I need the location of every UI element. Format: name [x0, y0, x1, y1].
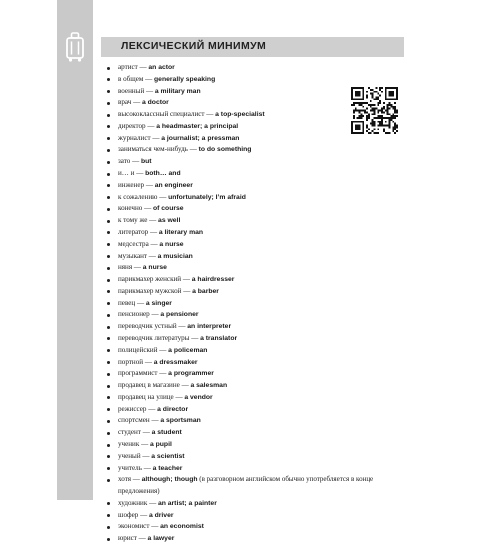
- vocab-entry: ученик — a pupil: [105, 439, 405, 451]
- vocab-entry: парикмахер женский — a hairdresser: [105, 274, 405, 286]
- russian-term: артист: [118, 63, 138, 71]
- vocab-entry: врач — a doctor: [105, 97, 405, 109]
- vocab-entry: продавец на улице — a vendor: [105, 392, 405, 404]
- russian-term: полицейский: [118, 345, 158, 354]
- vocab-entry: парикмахер мужской — a barber: [105, 286, 405, 298]
- english-translation: a pensioner: [160, 311, 199, 319]
- english-translation: a singer: [145, 299, 172, 307]
- russian-term: парикмахер мужской: [118, 286, 182, 295]
- vocab-entry: к тому же — as well: [105, 215, 405, 227]
- english-translation: a top-specialist: [215, 111, 265, 119]
- vocab-entry: портной — a dressmaker: [105, 357, 405, 369]
- usage-note: (в разговорном английском обычно употребляется в конце предложения): [118, 475, 374, 496]
- russian-term: певец: [118, 298, 136, 307]
- russian-term: к тому же: [118, 216, 148, 225]
- russian-term: режиссер: [118, 404, 147, 413]
- russian-term: хотя: [118, 475, 131, 484]
- vocab-entry: военный — a military man: [105, 86, 405, 98]
- russian-term: врач: [118, 98, 132, 107]
- vocab-entry: экономист — an economist: [105, 521, 405, 533]
- english-translation: a literary man: [158, 228, 204, 236]
- vocab-entry: к сожалению — unfortunately; I’m afraid: [105, 192, 405, 204]
- english-translation: an engineer: [154, 181, 193, 189]
- russian-term: продавец в магазине: [118, 381, 180, 390]
- vocab-entry: в общем — generally speaking: [105, 74, 405, 86]
- section-title: ЛЕКСИЧЕСКИЙ МИНИМУМ: [121, 40, 267, 52]
- russian-term: парикмахер женский: [118, 275, 182, 284]
- russian-term: няня: [118, 263, 133, 272]
- vocab-entry: учитель — a teacher: [105, 463, 405, 475]
- english-translation: a translator: [200, 334, 238, 342]
- english-translation: a vendor: [184, 393, 213, 401]
- vocab-entry: артист — an actor: [105, 62, 405, 74]
- russian-term: заниматься чем-нибудь: [118, 145, 188, 154]
- vocab-entry: зато — but: [105, 156, 405, 168]
- russian-term: зато: [118, 157, 131, 166]
- english-translation: a salesman: [190, 382, 228, 390]
- vocab-entry: певец — a singer: [105, 298, 405, 310]
- english-translation: an artist; a painter: [157, 499, 217, 507]
- vocab-entry: программист — a programmer: [105, 368, 405, 380]
- english-translation: a barber: [192, 287, 219, 295]
- english-translation: both… and: [145, 170, 181, 178]
- english-translation: generally speaking: [154, 75, 216, 83]
- vocab-entry: студент — a student: [105, 427, 405, 439]
- english-translation: as well: [158, 217, 181, 225]
- english-translation: to do something: [198, 146, 252, 154]
- russian-term: военный: [118, 86, 145, 95]
- russian-term: ученый: [118, 451, 141, 460]
- vocab-entry: юрист — a lawyer: [105, 533, 405, 545]
- russian-term: учитель: [118, 463, 142, 472]
- russian-term: ученик: [118, 440, 140, 448]
- english-translation: a director: [157, 405, 189, 413]
- russian-term: переводчик литературы: [118, 333, 190, 342]
- vocab-entry: музыкант — a musician: [105, 251, 405, 263]
- english-translation: a lawyer: [147, 535, 175, 543]
- russian-term: и… и: [118, 169, 135, 178]
- vocab-entry: переводчик литературы — a translator: [105, 333, 405, 345]
- vocab-entry: литератор — a literary man: [105, 227, 405, 239]
- russian-term: конечно: [118, 204, 143, 213]
- russian-term: пенсионер: [118, 310, 150, 319]
- english-translation: an interpreter: [187, 323, 232, 331]
- vocab-entry: пенсионер — a pensioner: [105, 309, 405, 321]
- russian-term: художник: [118, 498, 148, 507]
- russian-term: в общем: [118, 74, 144, 83]
- vocab-entry: режиссер — a director: [105, 404, 405, 416]
- vocab-entry: ученый — a scientist: [105, 451, 405, 463]
- side-band: [57, 0, 93, 500]
- english-translation: a dressmaker: [153, 358, 198, 366]
- english-translation: a student: [151, 429, 182, 437]
- english-translation: a scientist: [151, 452, 185, 460]
- vocab-entry: высококлассный специалист — a top-specialist: [105, 109, 405, 121]
- english-translation: a nurse: [142, 264, 167, 272]
- english-translation: a journalist; a pressman: [161, 134, 240, 142]
- english-translation: a military man: [154, 87, 201, 95]
- russian-term: медсестра: [118, 239, 149, 248]
- russian-term: студент: [118, 428, 141, 437]
- russian-term: музыкант: [118, 251, 147, 260]
- english-translation: an actor: [148, 64, 175, 71]
- vocab-entry: медсестра — a nurse: [105, 239, 405, 251]
- russian-term: директор: [118, 121, 146, 130]
- english-translation: unfortunately; I’m afraid: [168, 193, 246, 201]
- vocab-entry: конечно — of course: [105, 203, 405, 215]
- russian-term: шофер: [118, 510, 139, 519]
- english-translation: but: [140, 158, 152, 166]
- vocab-entry: художник — an artist; a painter: [105, 498, 405, 510]
- vocab-entry: няня — a nurse: [105, 262, 405, 274]
- vocab-entry: полицейский — a policeman: [105, 345, 405, 357]
- english-translation: a pupil: [149, 441, 172, 448]
- russian-term: переводчик устный: [118, 322, 177, 331]
- vocab-entry: директор — a headmaster; a principal: [105, 121, 405, 133]
- english-translation: a headmaster; a principal: [156, 122, 239, 130]
- russian-term: портной: [118, 357, 144, 366]
- russian-term: программист: [118, 369, 158, 378]
- russian-term: юрист: [118, 534, 137, 543]
- english-translation: a teacher: [152, 464, 183, 472]
- english-translation: a doctor: [141, 99, 169, 107]
- vocab-entry: переводчик устный — an interpreter: [105, 321, 405, 333]
- english-translation: although; though: [141, 476, 198, 484]
- english-translation: a programmer: [168, 370, 214, 378]
- vocab-entry: шофер — a driver: [105, 510, 405, 522]
- english-translation: a musician: [157, 252, 193, 260]
- english-translation: a policeman: [168, 346, 208, 354]
- russian-term: высококлассный специалист: [118, 110, 205, 119]
- vocab-entry: журналист — a journalist; a pressman: [105, 133, 405, 145]
- english-translation: a driver: [148, 511, 174, 519]
- russian-term: продавец на улице: [118, 392, 174, 401]
- vocab-entry: продавец в магазине — a salesman: [105, 380, 405, 392]
- english-translation: an economist: [160, 523, 204, 531]
- vocabulary-list: [105, 62, 405, 545]
- russian-term: к сожалению: [118, 192, 158, 201]
- russian-term: спортсмен: [118, 416, 150, 425]
- vocab-entry: спортсмен — a sportsman: [105, 415, 405, 427]
- english-translation: a sportsman: [160, 417, 201, 425]
- russian-term: экономист: [118, 522, 150, 531]
- vocab-entry: и… и — both… and: [105, 168, 405, 180]
- russian-term: литератор: [118, 227, 149, 236]
- vocab-entry: инженер — an engineer: [105, 180, 405, 192]
- vocab-entry: хотя — although; though (в разговорном английском обычно употребляется в конце предложения): [105, 474, 405, 498]
- english-translation: a nurse: [159, 240, 184, 248]
- english-translation: of course: [152, 205, 184, 213]
- english-translation: a hairdresser: [191, 276, 235, 284]
- suitcase-icon: [65, 32, 85, 62]
- vocab-entry: заниматься чем-нибудь — to do something: [105, 144, 405, 156]
- russian-term: журналист: [118, 133, 151, 142]
- russian-term: инженер: [118, 180, 145, 189]
